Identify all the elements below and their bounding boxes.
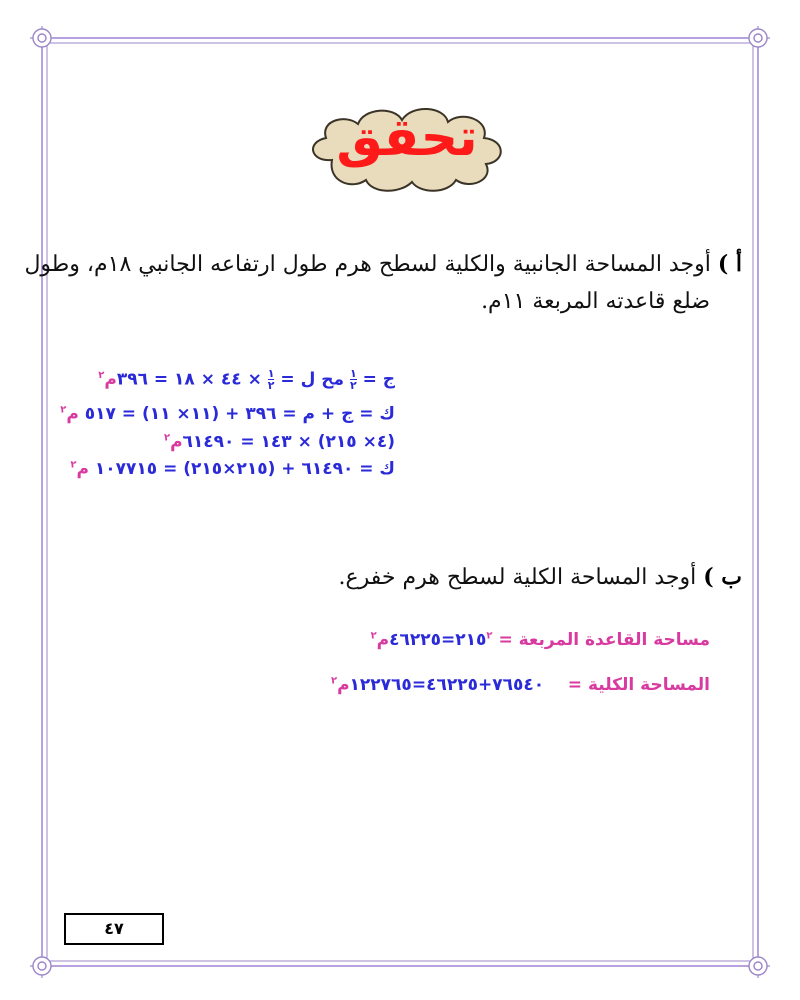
- question-a-label: أ ): [717, 251, 742, 277]
- question-b-text: أوجد المساحة الكلية لسطح هرم خفرع.: [338, 565, 697, 590]
- sol-a1-sup: ٢: [98, 369, 105, 381]
- page-number-box: [64, 913, 164, 945]
- sol-b2-unit: م: [337, 675, 350, 695]
- solution-b-line1: [371, 630, 710, 650]
- sol-b2-label: المساحة الكلية =: [561, 675, 710, 695]
- sol-a2-unit: م: [66, 404, 85, 424]
- sol-b2-sup: ٢: [330, 675, 338, 687]
- sol-a4-sup: ٢: [70, 459, 77, 471]
- question-a-line2-row: [481, 283, 710, 321]
- sol-b1-unit: م: [376, 630, 390, 650]
- sol-a2-expr: ك = ج + م = ٣٩٦ + (١١× ١١) = ٥١٧: [84, 404, 395, 424]
- sol-a1-frac-den: ٢: [349, 379, 357, 392]
- sol-a1-frac2-den: ٢: [267, 379, 275, 392]
- sol-b1-expr: ٢١٥: [455, 630, 487, 650]
- sol-b1-sup1: ٢: [486, 630, 493, 642]
- page-number: ٤٧: [104, 919, 124, 938]
- sol-a4-unit: م: [76, 459, 95, 479]
- question-a: [24, 245, 742, 284]
- solution-a-line2: [60, 404, 395, 424]
- question-b-label: ب ): [703, 564, 742, 590]
- solution-a-line1: [98, 368, 395, 391]
- sol-a1-lhs: ج =: [356, 369, 395, 390]
- sol-a1-expr: × ٤٤ × ١٨ = ٣٩٦: [116, 369, 268, 390]
- sol-a4-expr: ك = ٦١٤٩٠ + (٢١٥×٢١٥) = ١٠٧٧١٥: [94, 459, 395, 479]
- sol-a3-expr: (٤× ٢١٥) × ١٤٣ = ٦١٤٩٠: [182, 432, 395, 452]
- sol-a1-rhs: مح ل =: [274, 369, 350, 390]
- sol-a1-frac-num: ١: [349, 367, 357, 380]
- solution-a-line4: [70, 459, 395, 479]
- question-b: [339, 558, 743, 597]
- sol-b2-expr: ٧٦٥٤٠+٤٦٢٢٥=١٢٢٧٦٥: [349, 675, 545, 695]
- sol-a2-sup: ٢: [60, 404, 67, 416]
- sol-a1-fraction: [350, 368, 357, 391]
- sol-b1-sup2: ٢: [370, 630, 377, 642]
- solution-a-line3: [164, 432, 395, 452]
- sol-a1-unit: م: [104, 369, 117, 390]
- sol-a3-unit: م: [170, 432, 183, 452]
- question-a-line2: ضلع قاعدته المربعة ١١م.: [481, 289, 710, 314]
- sol-b1-label: مساحة القاعدة المربعة =: [492, 630, 710, 650]
- sol-a1-frac2-num: ١: [267, 367, 275, 380]
- solution-b-line2: [331, 675, 710, 695]
- sol-a3-sup: ٢: [163, 432, 171, 444]
- page-title: تحقق: [336, 108, 478, 168]
- question-a-line1: أوجد المساحة الجانبية والكلية لسطح هرم طول ارتفاعه الجانبي ١٨م، وطول: [24, 252, 711, 277]
- sol-b1-result: =٤٦٢٢٥: [389, 630, 456, 650]
